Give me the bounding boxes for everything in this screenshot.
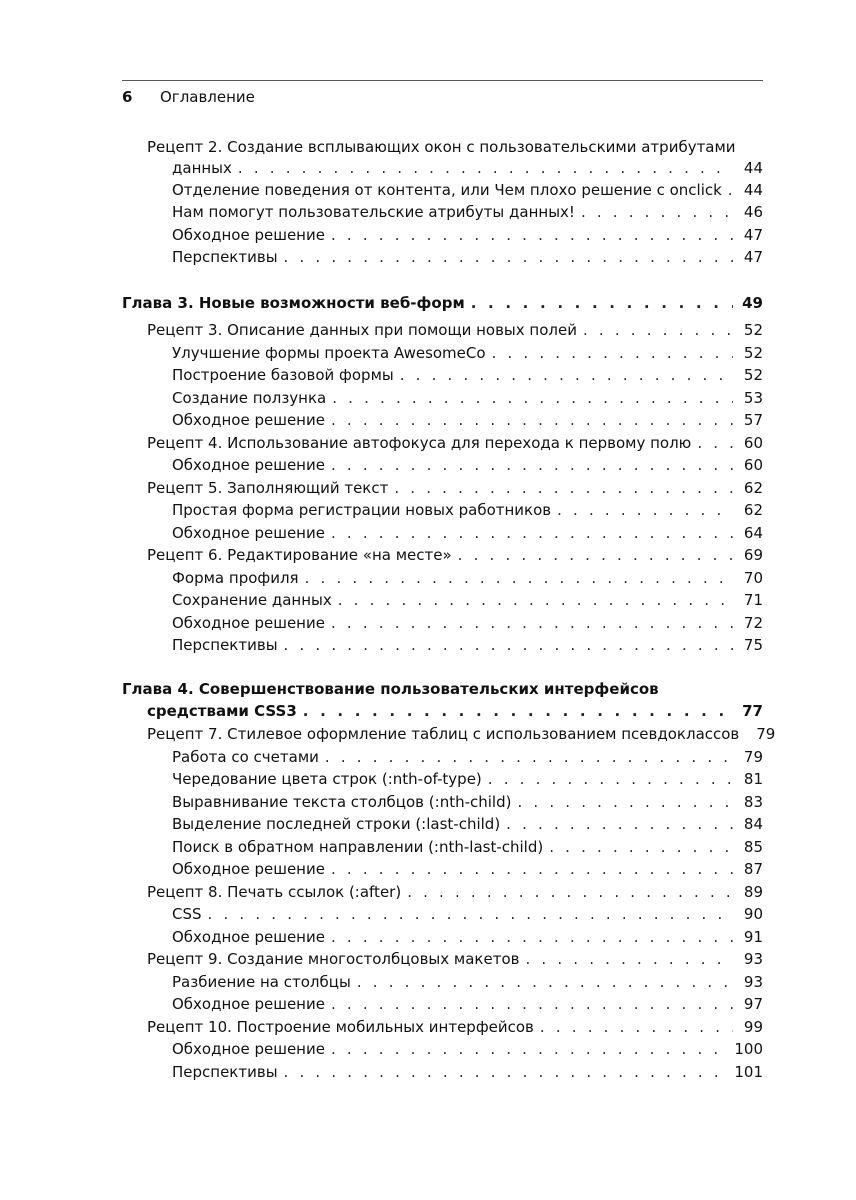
- dot-leader: [471, 293, 733, 313]
- toc-entry-page: 53: [743, 388, 763, 407]
- toc-entry-title: Улучшение формы проекта AwesomeCo: [172, 343, 486, 362]
- toc-entry[interactable]: [172, 365, 763, 385]
- toc-entry-title: данных: [172, 159, 232, 177]
- dot-leader: [394, 478, 733, 498]
- toc-entry[interactable]: [172, 613, 763, 633]
- toc-entry[interactable]: [172, 568, 763, 588]
- toc-chapter-title: средствами CSS3: [147, 702, 297, 720]
- toc-entry[interactable]: [172, 814, 763, 834]
- toc-chapter-4-title: Глава 4. Совершенствование пользовательских интерфейсов: [122, 680, 659, 698]
- toc-entry-page: 62: [743, 501, 763, 519]
- toc-recipe[interactable]: [147, 882, 763, 902]
- dot-leader: [506, 814, 733, 834]
- toc-chapter-3[interactable]: [122, 293, 763, 313]
- toc-entry[interactable]: [172, 837, 763, 857]
- toc-recipe[interactable]: [147, 433, 763, 453]
- toc-entry-title: Создание ползунка: [172, 388, 327, 407]
- toc-entry-page: 52: [743, 343, 763, 362]
- dot-leader: [488, 769, 733, 789]
- toc-entry-page: 97: [743, 995, 763, 1013]
- toc-entry-page: 83: [743, 792, 763, 811]
- toc-entry-page: 52: [743, 321, 763, 339]
- dot-leader: [492, 343, 733, 363]
- toc-entry-page: 71: [743, 591, 763, 609]
- dot-leader: [458, 545, 733, 565]
- toc-entry-title: Рецепт 6. Редактирование «на месте»: [147, 546, 452, 564]
- toc-entry-title: Отделение поведения от контента, или Чем плохо решение с onclick: [172, 181, 722, 199]
- dot-leader: [517, 792, 733, 812]
- toc-recipe[interactable]: [147, 545, 763, 565]
- toc-entry-page: 93: [743, 950, 763, 968]
- toc-recipe[interactable]: [147, 478, 763, 498]
- toc-entry[interactable]: [172, 225, 763, 245]
- toc-entry-page: 79: [756, 725, 776, 743]
- toc-entry[interactable]: [172, 388, 763, 408]
- toc-entry-title: Обходное решение: [172, 1040, 325, 1058]
- toc-entry-page: 101: [734, 1062, 763, 1081]
- toc-recipe[interactable]: [147, 1017, 763, 1037]
- dot-leader: [331, 455, 733, 475]
- toc-entry[interactable]: [172, 202, 763, 222]
- toc-entry-page: 46: [743, 203, 763, 221]
- toc-entry-page: 99: [743, 1017, 763, 1036]
- toc-entry[interactable]: [172, 590, 763, 610]
- toc-recipe-title: Рецепт 2. Создание всплывающих окон с пользовательскими атрибутами: [147, 138, 736, 156]
- toc-entry[interactable]: [172, 904, 763, 924]
- toc-entry-title: Перспективы: [172, 1062, 278, 1081]
- dot-leader: [303, 701, 733, 721]
- toc-entry-page: 44: [743, 181, 763, 199]
- toc-entry-title: Обходное решение: [172, 523, 325, 542]
- toc-entry-title: Перспективы: [172, 248, 278, 266]
- dot-leader: [331, 225, 733, 245]
- page-number: 6: [122, 88, 133, 106]
- toc-entry[interactable]: [172, 1062, 763, 1082]
- toc-entry-page: 81: [743, 770, 763, 788]
- dot-leader: [238, 158, 733, 178]
- toc-entry[interactable]: [172, 927, 763, 947]
- toc-entry-page: 70: [743, 568, 763, 587]
- dot-leader: [208, 904, 733, 924]
- toc-chapter-4[interactable]: [147, 701, 763, 721]
- toc-entry[interactable]: [172, 523, 763, 543]
- toc-entry-page: 62: [743, 478, 763, 497]
- dot-leader: [549, 837, 733, 857]
- toc-entry-page: 72: [743, 613, 763, 632]
- toc-recipe[interactable]: [147, 724, 776, 744]
- toc-entry-page: 100: [734, 1040, 763, 1058]
- dot-leader: [331, 523, 733, 543]
- toc-entry-title: Нам помогут пользовательские атрибуты данных!: [172, 203, 575, 221]
- dot-leader: [400, 365, 733, 385]
- dot-leader: [331, 1039, 728, 1059]
- toc-entry-page: 64: [743, 523, 763, 542]
- toc-entry-title: Обходное решение: [172, 995, 325, 1013]
- toc-entry-page: 60: [743, 433, 763, 452]
- toc-chapter-page: 77: [742, 702, 763, 720]
- toc-entry[interactable]: [172, 158, 763, 178]
- dot-leader: [697, 433, 733, 453]
- toc-entry-title: Работа со счетами: [172, 747, 319, 766]
- dot-leader: [284, 1062, 729, 1082]
- dot-leader: [581, 202, 733, 222]
- dot-leader: [325, 747, 733, 767]
- toc-entry-title: Обходное решение: [172, 226, 325, 244]
- toc-entry-title: Обходное решение: [172, 456, 325, 474]
- dot-leader: [305, 568, 733, 588]
- toc-entry-page: 47: [743, 226, 763, 244]
- toc-entry-title: Построение базовой формы: [172, 366, 394, 384]
- toc-entry-title: Рецепт 3. Описание данных при помощи новых полей: [147, 321, 577, 339]
- toc-entry-title: Поиск в обратном направлении (:nth-last-child): [172, 837, 544, 856]
- toc-entry[interactable]: [172, 247, 763, 267]
- dot-leader: [331, 410, 733, 430]
- toc-recipe[interactable]: [147, 320, 763, 340]
- toc-entry-page: 69: [743, 546, 763, 564]
- dot-leader: [284, 247, 733, 267]
- toc-entry-page: 79: [743, 747, 763, 766]
- toc-entry-title: Сохранение данных: [172, 591, 332, 609]
- toc-entry-title: Перспективы: [172, 636, 278, 654]
- dot-leader: [407, 882, 733, 902]
- dot-leader: [338, 590, 733, 610]
- toc-entry-title: Рецепт 8. Печать ссылок (:after): [147, 882, 402, 901]
- toc-entry-title: Разбиение на столбцы: [172, 972, 351, 991]
- toc-entry-title: Чередование цвета строк (:nth-of-type): [172, 770, 482, 788]
- dot-leader: [331, 859, 733, 879]
- dot-leader: [284, 635, 733, 655]
- toc-entry[interactable]: [172, 500, 763, 520]
- toc-entry-page: 75: [743, 636, 763, 654]
- toc-entry-page: 93: [743, 972, 763, 991]
- toc-entry[interactable]: [172, 747, 763, 767]
- toc-entry-title: Рецепт 7. Стилевое оформление таблиц с использованием псевдоклассов: [147, 725, 740, 743]
- toc-entry-page: 60: [743, 456, 763, 474]
- toc-entry-title: Выделение последней строки (:last-child): [172, 815, 501, 833]
- dot-leader: [540, 1017, 733, 1037]
- toc-entry[interactable]: [172, 410, 763, 430]
- toc-entry-title: Обходное решение: [172, 860, 325, 878]
- toc-entry[interactable]: [172, 994, 763, 1014]
- dot-leader: [331, 994, 733, 1014]
- toc-entry-page: 44: [743, 159, 763, 177]
- toc-entry-title: Рецепт 10. Построение мобильных интерфейсов: [147, 1017, 534, 1036]
- header-rule: [122, 80, 763, 81]
- toc-entry-title: Рецепт 5. Заполняющий текст: [147, 478, 389, 497]
- dot-leader: [331, 613, 733, 633]
- toc-entry[interactable]: [172, 343, 763, 363]
- toc-entry-title: Обходное решение: [172, 927, 325, 946]
- toc-entry[interactable]: [172, 792, 763, 812]
- toc-entry-page: 89: [743, 882, 763, 901]
- toc-chapter-title: Глава 3. Новые возможности веб-форм: [122, 294, 465, 312]
- toc-entry-title: Рецепт 4. Использование автофокуса для перехода к первому полю: [147, 433, 692, 452]
- toc-entry-page: 87: [743, 860, 763, 878]
- toc-entry[interactable]: [172, 180, 763, 200]
- dot-leader: [357, 972, 733, 992]
- toc-recipe[interactable]: [147, 949, 763, 969]
- dot-leader: [557, 500, 733, 520]
- toc-entry-title: Форма профиля: [172, 568, 299, 587]
- toc-entry-title: Выравнивание текста столбцов (:nth-child): [172, 792, 512, 811]
- toc-entry-page: 52: [743, 366, 763, 384]
- toc-entry-title: Обходное решение: [172, 613, 325, 632]
- toc-entry-page: 47: [743, 248, 763, 266]
- toc-entry[interactable]: [172, 635, 763, 655]
- toc-entry[interactable]: [172, 1039, 763, 1059]
- toc-chapter-page: 49: [742, 294, 763, 312]
- dot-leader: [331, 927, 733, 947]
- toc-entry[interactable]: [172, 972, 763, 992]
- toc-entry-title: Простая форма регистрации новых работников: [172, 501, 552, 519]
- dot-leader: [583, 320, 733, 340]
- toc-entry[interactable]: [172, 769, 763, 789]
- toc-entry[interactable]: [172, 455, 763, 475]
- dot-leader: [332, 388, 733, 408]
- toc-entry-title: Рецепт 9. Создание многостолбцовых макетов: [147, 950, 520, 968]
- running-header-title: Оглавление: [160, 88, 255, 106]
- toc-entry-title: CSS: [172, 905, 202, 923]
- toc-entry-title: Обходное решение: [172, 411, 325, 429]
- toc-entry-page: 84: [743, 815, 763, 833]
- toc-entry-page: 57: [743, 411, 763, 429]
- toc-entry[interactable]: [172, 859, 763, 879]
- dot-leader: [728, 180, 733, 200]
- toc-entry-page: 85: [743, 837, 763, 856]
- toc-entry-page: 90: [743, 905, 763, 923]
- toc-entry-page: 91: [743, 927, 763, 946]
- dot-leader: [525, 949, 733, 969]
